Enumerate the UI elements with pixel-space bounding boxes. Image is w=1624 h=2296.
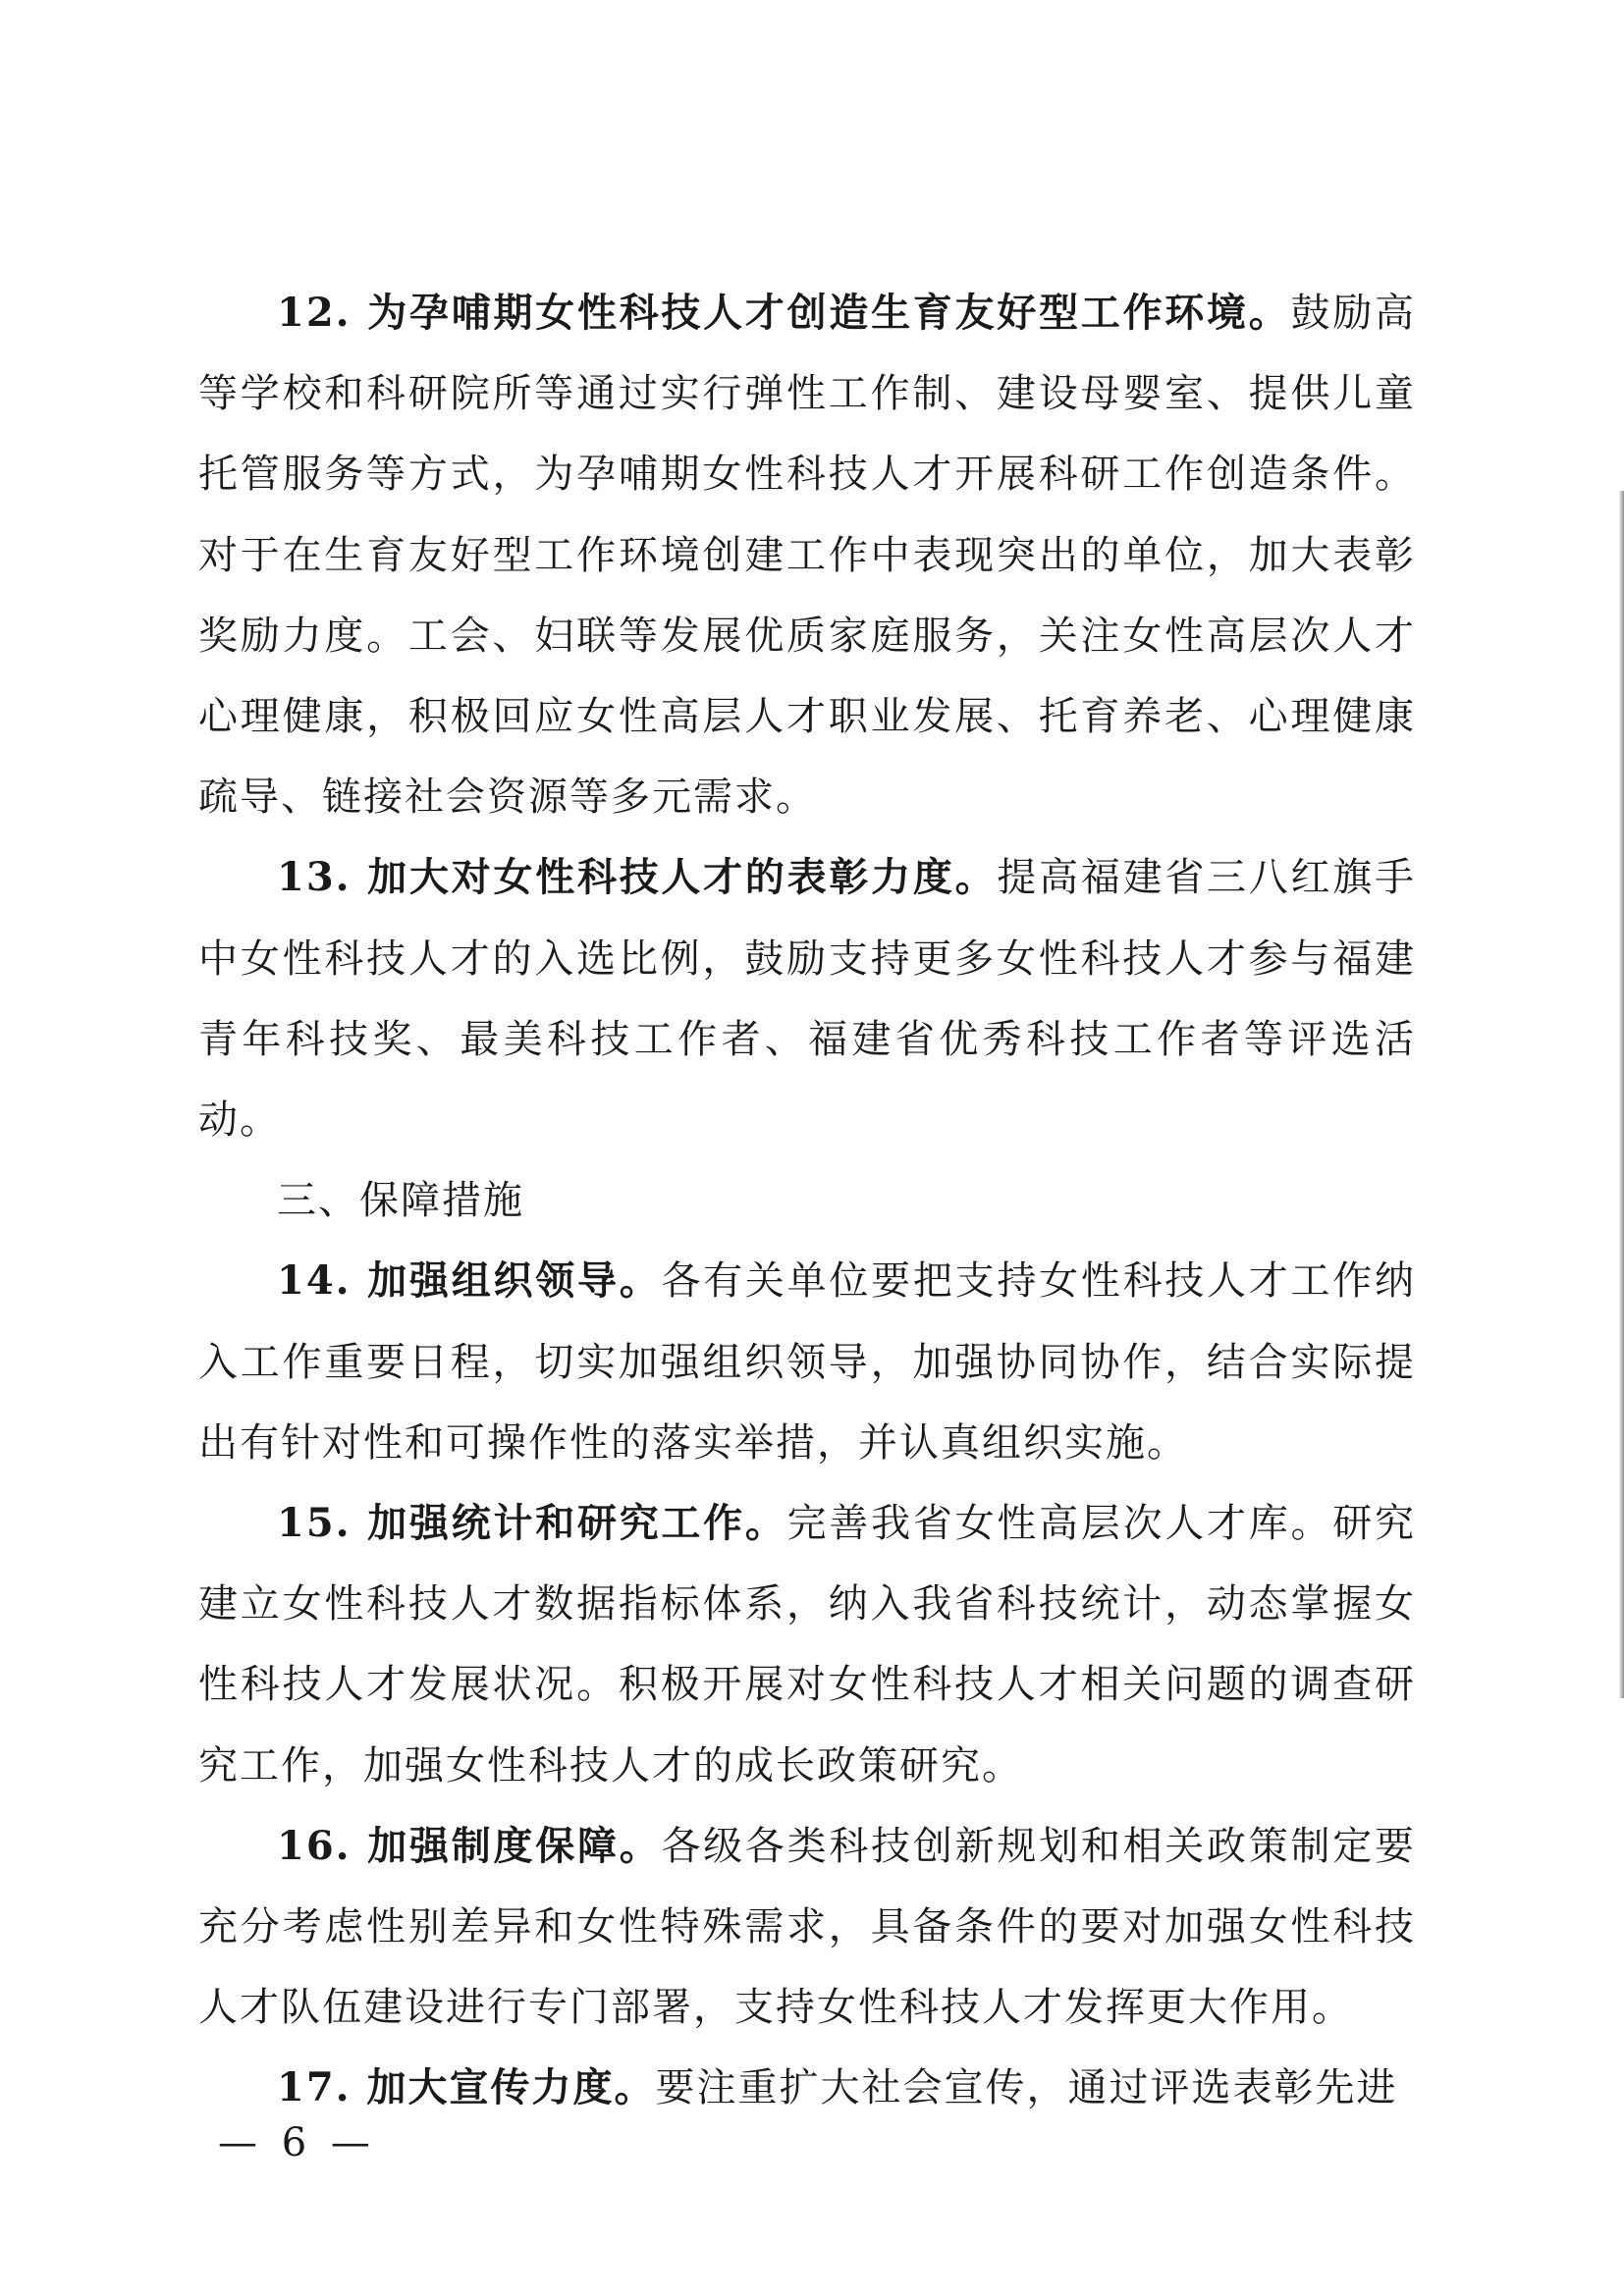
paragraph-lead: 15. 加强统计和研究工作。 [277, 1500, 787, 1547]
paragraph-item-16 [198, 1806, 1416, 2049]
paragraph-item-12 [198, 273, 1416, 837]
document-body [198, 273, 1416, 2129]
paragraph-item-14 [198, 1241, 1416, 1483]
paragraph-text: 要注重扩大社会宣传，通过评选表彰先进 [655, 2065, 1398, 2111]
paragraph-lead: 17. 加大宣传力度。 [277, 2064, 656, 2111]
paragraph-lead: 12. 为孕哺期女性科技人才创造生育友好型工作环境。 [277, 290, 1291, 336]
scan-edge-shadow [1619, 491, 1624, 1698]
paragraph-text: 鼓励高等学校和科研院所等通过实行弹性工作制、建设母婴室、提供儿童托管服务等方式，为孕哺期女性科技人才开展科研工作创造条件。对于在生育友好型工作环境创建工作中表现突出的单位，加大表彰奖励力度。工会、妇联等发展优质家庭服务，关注女性高层次人才心理健康，积极回应女性高层人才职业发展、托育养老、心理健康疏导、链接社会资源等多元需求。 [198, 291, 1417, 821]
paragraph-item-15 [198, 1483, 1416, 1806]
paragraph-item-13 [198, 837, 1416, 1160]
paragraph-lead: 16. 加强制度保障。 [277, 1822, 662, 1869]
paragraph-text: 各级各类科技创新规划和相关政策制定要充分考虑性别差异和女性特殊需求，具备条件的要对加强女性科技人才队伍建设进行专门部署，支持女性科技人才发挥更大作用。 [198, 1823, 1417, 2031]
paragraph-text: 完善我省女性高层次人才库。研究建立女性科技人才数据指标体系，纳入我省科技统计，动态掌握女性科技人才发展状况。积极开展对女性科技人才相关问题的调查研究工作，加强女性科技人才的成长政策研究。 [198, 1501, 1417, 1789]
paragraph-item-17 [198, 2048, 1416, 2128]
section-heading: 三、保障措施 [277, 1178, 524, 1224]
paragraph-lead: 14. 加强组织领导。 [277, 1257, 662, 1305]
page-number: — 6 — [218, 2120, 376, 2165]
paragraph-text: 各有关单位要把支持女性科技人才工作纳入工作重要日程，切实加强组织领导，加强协同协作，结合实际提出有针对性和可操作性的落实举措，并认真组织实施。 [198, 1258, 1417, 1466]
paragraph-text: 提高福建省三八红旗手中女性科技人才的入选比例，鼓励支持更多女性科技人才参与福建青年科技奖、最美科技工作者、福建省优秀科技工作者等评选活动。 [198, 855, 1417, 1144]
paragraph-lead: 13. 加大对女性科技人才的表彰力度。 [277, 854, 998, 901]
